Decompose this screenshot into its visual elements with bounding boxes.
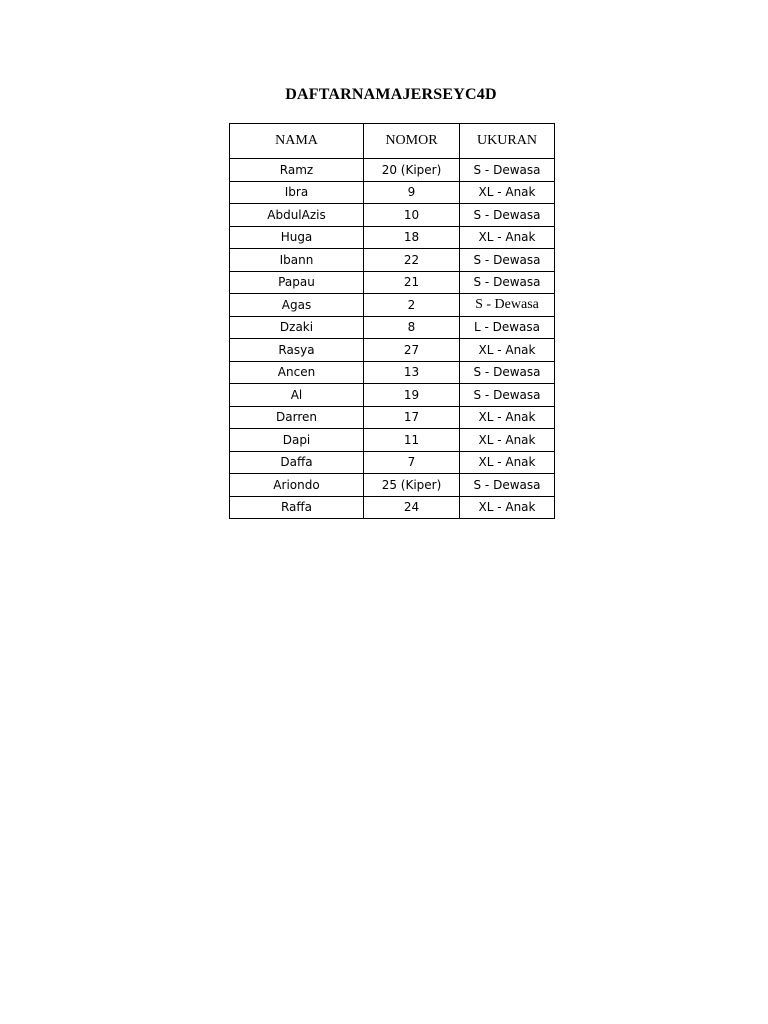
table-row <box>230 226 555 249</box>
cell-nama: Dapi <box>230 429 364 452</box>
document-title: DAFTARNAMAJERSEYC4D <box>285 86 497 103</box>
cell-nomor: 13 <box>364 361 460 384</box>
header-nama: NAMA <box>230 124 364 159</box>
cell-nomor: 2 <box>364 294 460 317</box>
cell-ukuran: S - Dewasa <box>460 204 555 227</box>
table-row <box>230 271 555 294</box>
cell-nomor: 18 <box>364 226 460 249</box>
cell-nomor: 17 <box>364 406 460 429</box>
table-row <box>230 294 555 317</box>
cell-nama: Ibann <box>230 249 364 272</box>
header-ukuran: UKURAN <box>460 124 555 159</box>
cell-ukuran: XL - Anak <box>460 226 555 249</box>
cell-nama: Ancen <box>230 361 364 384</box>
cell-ukuran: XL - Anak <box>460 451 555 474</box>
cell-nama: Ramz <box>230 159 364 182</box>
cell-nomor: 20 (Kiper) <box>364 159 460 182</box>
cell-nomor: 21 <box>364 271 460 294</box>
cell-nomor: 7 <box>364 451 460 474</box>
cell-nomor: 22 <box>364 249 460 272</box>
table-body <box>230 159 555 519</box>
cell-nama: Darren <box>230 406 364 429</box>
cell-ukuran: S - Dewasa <box>460 474 555 497</box>
jersey-table <box>229 123 555 519</box>
table-row <box>230 384 555 407</box>
table-row <box>230 159 555 182</box>
table-row <box>230 249 555 272</box>
cell-ukuran: XL - Anak <box>460 496 555 519</box>
cell-ukuran: S - Dewasa <box>460 361 555 384</box>
cell-ukuran: S - Dewasa <box>460 249 555 272</box>
table-row <box>230 339 555 362</box>
table-row <box>230 181 555 204</box>
cell-nama: Ibra <box>230 181 364 204</box>
cell-ukuran: L - Dewasa <box>460 316 555 339</box>
cell-nomor: 19 <box>364 384 460 407</box>
table-row <box>230 496 555 519</box>
cell-nomor: 8 <box>364 316 460 339</box>
cell-nomor: 11 <box>364 429 460 452</box>
table-row <box>230 361 555 384</box>
table-header <box>230 124 555 159</box>
header-nomor: NOMOR <box>364 124 460 159</box>
cell-nomor: 25 (Kiper) <box>364 474 460 497</box>
table-row <box>230 429 555 452</box>
table-row <box>230 474 555 497</box>
cell-nama: Al <box>230 384 364 407</box>
cell-nama: Rasya <box>230 339 364 362</box>
cell-ukuran: S - Dewasa <box>460 294 555 317</box>
cell-nomor: 27 <box>364 339 460 362</box>
header-row <box>230 124 555 159</box>
cell-nama: Daffa <box>230 451 364 474</box>
cell-ukuran: S - Dewasa <box>460 384 555 407</box>
cell-nomor: 24 <box>364 496 460 519</box>
cell-ukuran: XL - Anak <box>460 339 555 362</box>
cell-nama: Huga <box>230 226 364 249</box>
cell-ukuran: XL - Anak <box>460 429 555 452</box>
cell-nama: Papau <box>230 271 364 294</box>
cell-ukuran: S - Dewasa <box>460 159 555 182</box>
cell-nomor: 10 <box>364 204 460 227</box>
cell-ukuran: XL - Anak <box>460 181 555 204</box>
cell-nama: Dzaki <box>230 316 364 339</box>
table-row <box>230 406 555 429</box>
cell-nama: AbdulAzis <box>230 204 364 227</box>
cell-ukuran: XL - Anak <box>460 406 555 429</box>
cell-nama: Ariondo <box>230 474 364 497</box>
cell-nama: Raffa <box>230 496 364 519</box>
table-row <box>230 204 555 227</box>
table-row <box>230 316 555 339</box>
cell-nama: Agas <box>230 294 364 317</box>
cell-nomor: 9 <box>364 181 460 204</box>
table-row <box>230 451 555 474</box>
cell-ukuran: S - Dewasa <box>460 271 555 294</box>
